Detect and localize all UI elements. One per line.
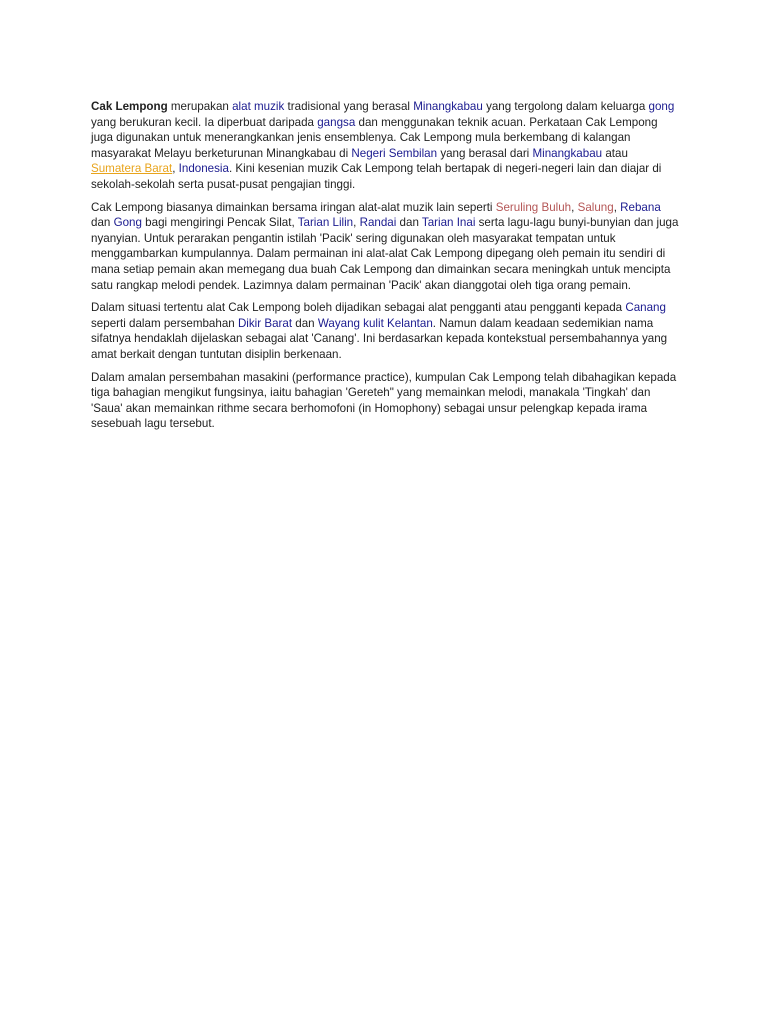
text-segment: . Kini kesenian muzik Cak Lempong telah bertapak di negeri-negeri lain dan diajar di sekolah-sekolah serta pusat-pusat pengajian tinggi. <box>91 162 662 191</box>
text-segment: dan <box>396 216 422 230</box>
link-gong-2[interactable]: Gong <box>113 216 142 230</box>
link-tarian-inai[interactable]: Tarian Inai <box>421 216 476 230</box>
text-segment: , <box>571 200 578 214</box>
link-canang[interactable]: Canang <box>625 301 666 315</box>
text-segment: , <box>613 200 621 214</box>
paragraph-intro <box>91 99 679 193</box>
link-negeri-sembilan[interactable]: Negeri Sembilan <box>351 146 438 160</box>
text-segment: Cak Lempong biasanya dimainkan bersama iringan alat-alat muzik lain seperti <box>91 200 496 214</box>
link-dikir-barat[interactable]: Dikir Barat <box>237 316 293 330</box>
text-segment: bagi mengiringi Pencak Silat, <box>141 216 298 230</box>
text-segment: dan menggunakan teknik acuan. Perkataan Cak Lempong juga digunakan untuk menerangkankan jenis ensemblenya. Cak Lempong mula berkembang di kalangan masyarakat Melayu berketurunan Minangkabau di <box>91 115 658 160</box>
link-salung[interactable]: Salung <box>577 200 614 214</box>
text-segment: yang berukuran kecil. Ia diperbuat daripada <box>91 115 318 129</box>
document-body <box>91 99 679 439</box>
link-alat-muzik[interactable]: alat muzik <box>232 100 285 113</box>
text-segment: . Namun dalam keadaan sedemikian nama sifatnya hendaklah dijelaskan sebagai alat 'Canang'. Ini berdasarkan kepada kontekstual persembahannya yang amat berkait dengan tuntutan disiplin berkenaan. <box>91 316 668 361</box>
text-segment: , <box>353 216 360 230</box>
paragraph-accompaniment <box>91 200 679 294</box>
text-segment: Dalam situasi tertentu alat Cak Lempong boleh dijadikan sebagai alat pengganti atau pengganti kepada <box>91 301 626 315</box>
link-gong[interactable]: gong <box>648 100 675 113</box>
text-segment: merupakan <box>167 100 233 113</box>
link-sumatera-barat[interactable]: Sumatera Barat <box>91 162 173 176</box>
link-rebana[interactable]: Rebana <box>620 200 661 214</box>
text-segment: tradisional yang berasal <box>284 100 414 113</box>
link-minangkabau[interactable]: Minangkabau <box>413 100 483 113</box>
paragraph-performance-practice <box>91 370 679 432</box>
link-minangkabau-2[interactable]: Minangkabau <box>532 146 603 160</box>
text-segment: Dalam amalan persembahan masakini (performance practice), kumpulan Cak Lempong telah dibahagikan kepada tiga bahagian mengikut fungsinya, iaitu bahagian 'Gereteh" yang memainkan melodi, manakala 'Tingkah' dan 'Saua' akan memainkan rithme secara berhomofoni (in Homophony) sebagai unsur pelengkap kepada irama sesebuah lagu tersebut. <box>91 370 677 431</box>
link-tarian-lilin[interactable]: Tarian Lilin <box>297 216 354 230</box>
text-segment: serta lagu-lagu bunyi-bunyian dan juga nyanyian. Untuk perarakan pengantin istilah 'Pacik' sering digunakan oleh masyarakat tempatan untuk menggambarkan kumpulannya. Dalam permainan ini alat-alat Cak Lempong dipegang oleh pemain itu sendiri di mana setiap pemain akan memegang dua buah Cak Lempong dan dimainkan secara meningkah untuk mencipta satu rangkap melodi pendek. Lazimnya dalam permainan 'Pacik' akan dianggotai oleh tiga orang pemain. <box>91 216 679 292</box>
link-wayang-kulit-kelantan[interactable]: Wayang kulit Kelantan <box>317 316 433 330</box>
text-segment: yang berasal dari <box>437 146 533 160</box>
text-segment: dan <box>292 316 318 330</box>
link-seruling-buluh[interactable]: Seruling Buluh <box>495 200 572 214</box>
link-randai[interactable]: Randai <box>359 216 397 230</box>
text-segment: dan <box>91 216 114 230</box>
article-title-term: Cak Lempong <box>91 100 168 113</box>
link-indonesia[interactable]: Indonesia <box>178 162 229 176</box>
text-segment: seperti dalam persembahan <box>91 316 238 330</box>
text-segment: yang tergolong dalam keluarga <box>482 100 649 113</box>
link-gangsa[interactable]: gangsa <box>317 115 356 129</box>
text-segment: atau <box>602 146 628 160</box>
paragraph-substitute <box>91 300 679 362</box>
text-segment: , <box>172 162 179 176</box>
